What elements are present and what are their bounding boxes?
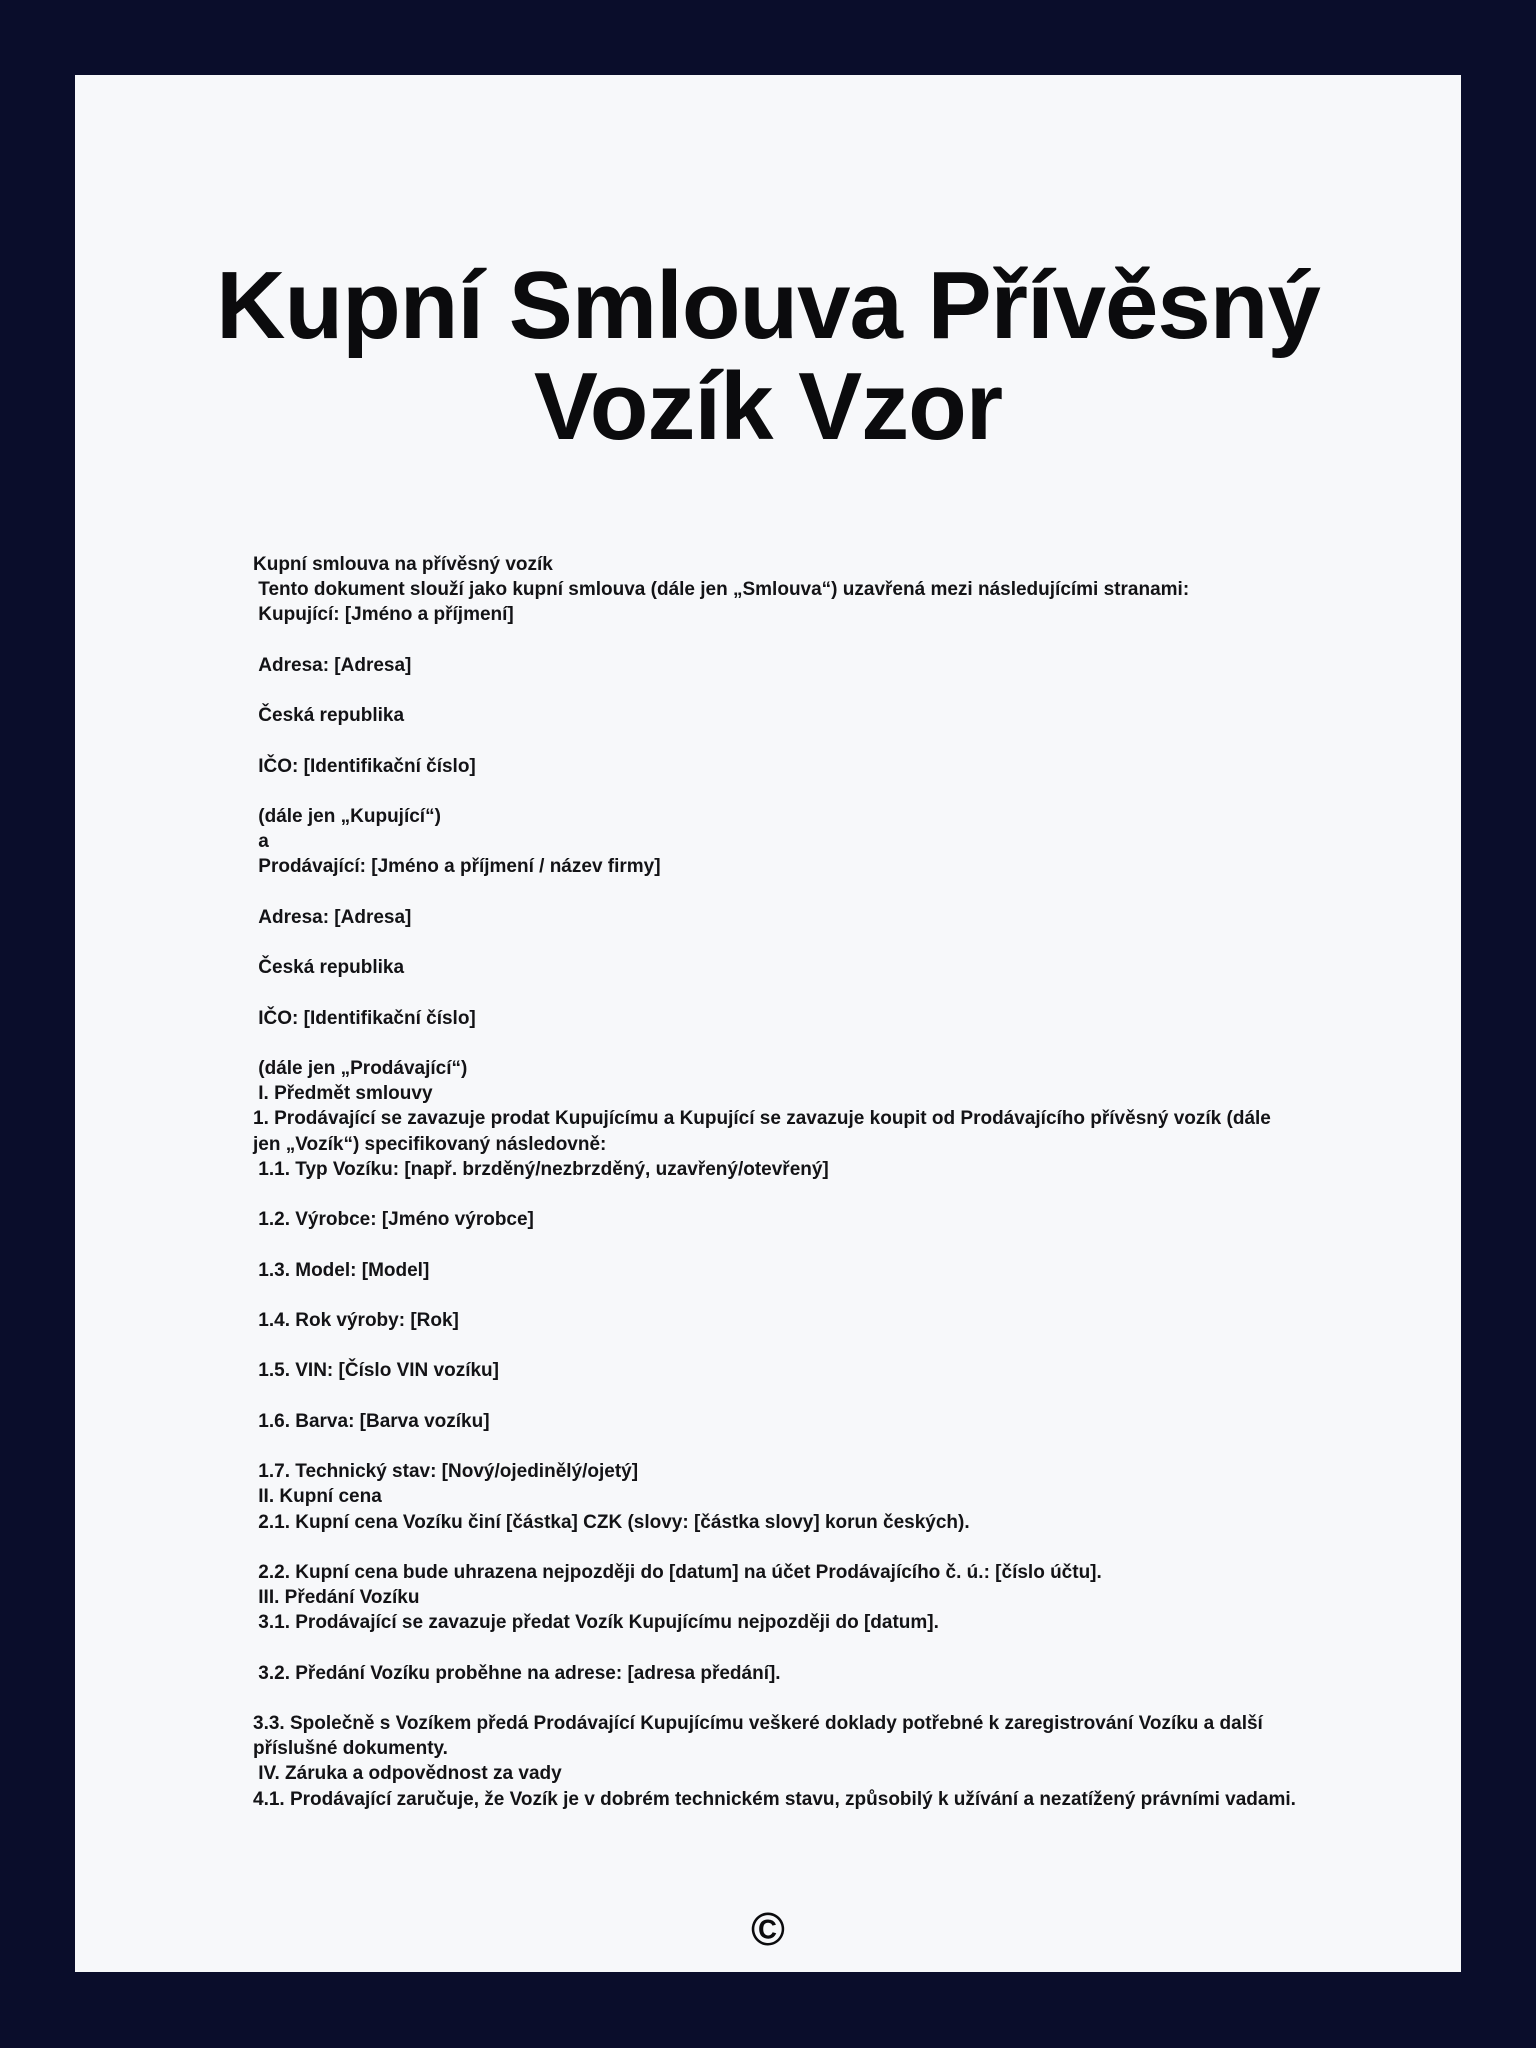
body-line: II. Kupní cena: [253, 1486, 382, 1508]
body-line: (dále jen „Kupující“): [253, 805, 441, 827]
body-line: Česká republika: [253, 705, 405, 727]
body-line: 2.1. Kupní cena Vozíku činí [částka] CZK (slovy: [částka slovy] korun českých).: [253, 1511, 970, 1533]
body-line: 1.2. Výrobce: [Jméno výrobce]: [253, 1209, 534, 1231]
body-line: Česká republika: [253, 957, 405, 979]
body-line: III. Předání Vozíku: [253, 1587, 420, 1609]
body-line: [253, 880, 1303, 905]
body-line: [253, 1232, 1303, 1257]
body-line: I. Předmět smlouvy: [253, 1083, 433, 1105]
body-line: 1.4. Rok výroby: [Rok]: [253, 1309, 459, 1331]
body-line: [253, 1686, 1303, 1711]
body-line: [253, 1283, 1303, 1308]
body-line: 1.1. Typ Vozíku: [např. brzděný/nezbrzděný, uzavřený/otevřený]: [253, 1158, 829, 1180]
page-title-line2: Vozík Vzor: [533, 353, 1003, 460]
body-line: [253, 1182, 1303, 1207]
body-line: 2.2. Kupní cena bude uhrazena nejpozději do [datum] na účet Prodávajícího č. ú.: [číslo účtu].: [253, 1561, 1102, 1583]
body-line: 3.3. Společně s Vozíkem předá Prodávající Kupujícímu veškeré doklady potřebné k zaregistrování Vozíku a další příslušné dokumenty.: [253, 1713, 1269, 1760]
body-line: 1.5. VIN: [Číslo VIN vozíku]: [253, 1360, 499, 1382]
body-line: (dále jen „Prodávající“): [253, 1057, 468, 1079]
body-line: Kupující: [Jméno a příjmení]: [253, 604, 514, 626]
body-line: Kupní smlouva na přívěsný vozík: [253, 554, 553, 575]
document-body: [253, 552, 1303, 1812]
body-line: 3.1. Prodávající se zavazuje předat Vozík Kupujícímu nejpozději do [datum].: [253, 1612, 939, 1634]
body-line: [253, 678, 1303, 703]
body-line: 1. Prodávající se zavazuje prodat Kupujícímu a Kupující se zavazuje koupit od Prodávajícího přívěsný vozík (dále jen „Vozík“) specifikovaný následovně:: [253, 1108, 1277, 1155]
body-line: [253, 779, 1303, 804]
body-line: 1.6. Barva: [Barva vozíku]: [253, 1410, 490, 1432]
body-line: 3.2. Předání Vozíku proběhne na adrese: [adresa předání].: [253, 1662, 781, 1684]
body-line: Adresa: [Adresa]: [253, 906, 412, 928]
body-line: IV. Záruka a odpovědnost za vady: [253, 1763, 562, 1785]
body-line: 1.7. Technický stav: [Nový/ojedinělý/ojetý]: [253, 1461, 639, 1483]
body-line: IČO: [Identifikační číslo]: [253, 755, 476, 777]
body-line: [253, 980, 1303, 1005]
page-title-line1: Kupní Smlouva Přívěsný: [216, 252, 1320, 359]
body-line: [253, 1384, 1303, 1409]
body-line: [253, 728, 1303, 753]
body-line: 1.3. Model: [Model]: [253, 1259, 430, 1281]
body-line: [253, 1535, 1303, 1560]
page-title: [75, 252, 1461, 460]
body-line: [253, 1434, 1303, 1459]
body-line: Adresa: [Adresa]: [253, 654, 412, 676]
body-line: [253, 1333, 1303, 1358]
body-line: [253, 1031, 1303, 1056]
copyright-icon: ©: [751, 1903, 785, 1955]
body-line: Prodávající: [Jméno a příjmení / název firmy]: [253, 856, 661, 878]
document-page: [75, 75, 1461, 1972]
body-line: [253, 628, 1303, 653]
body-line: [253, 930, 1303, 955]
body-line: a: [253, 831, 269, 853]
body-line: 4.1. Prodávající zaručuje, že Vozík je v dobrém technickém stavu, způsobilý k užívání a nezatížený právními vadami.: [253, 1788, 1296, 1810]
body-line: IČO: [Identifikační číslo]: [253, 1007, 476, 1029]
body-line: [253, 1636, 1303, 1661]
body-line: Tento dokument slouží jako kupní smlouva (dále jen „Smlouva“) uzavřená mezi následujícími stranami:: [253, 579, 1190, 601]
